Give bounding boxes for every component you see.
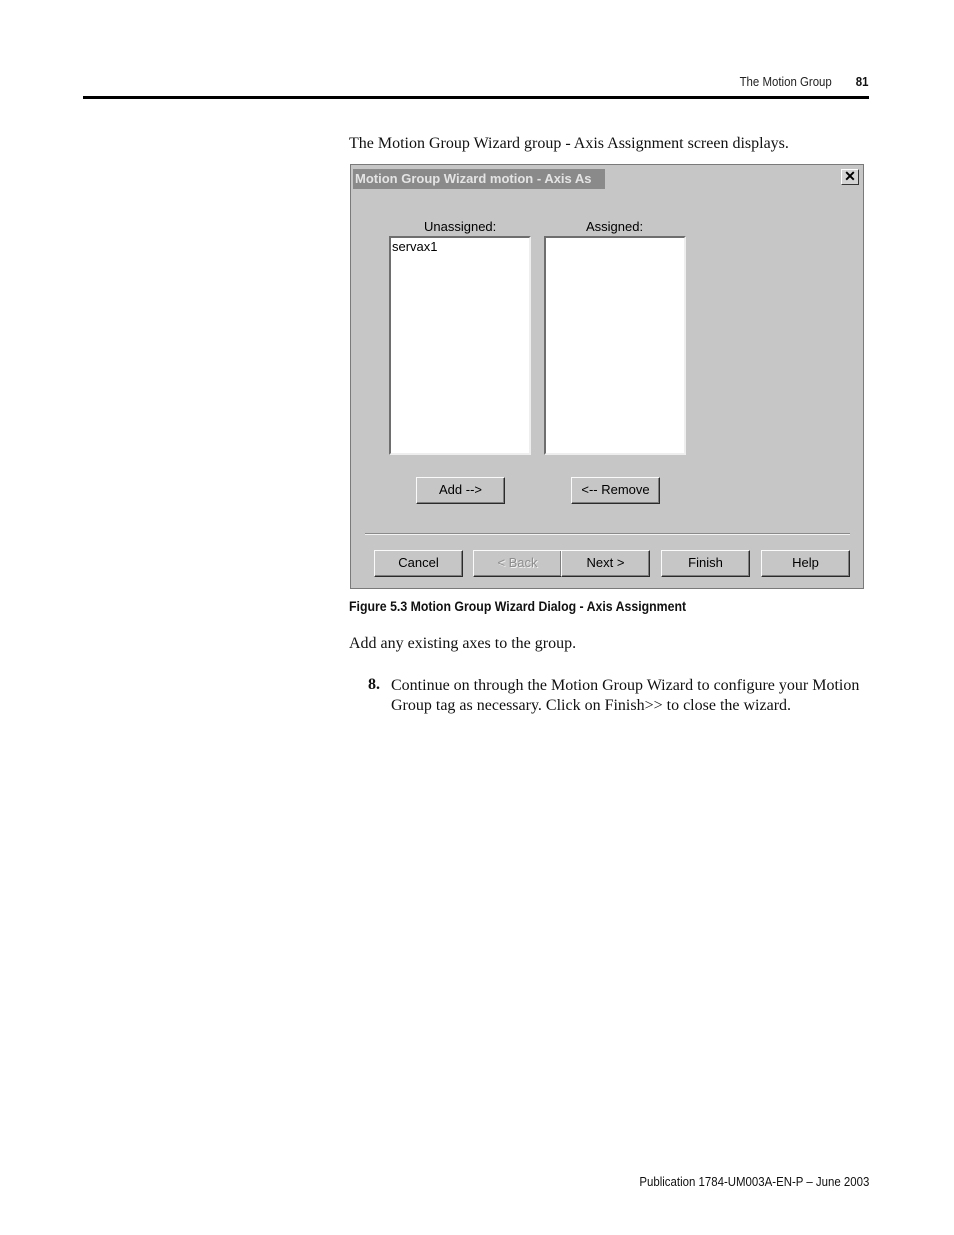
assigned-listbox[interactable]	[544, 236, 686, 455]
add-button[interactable]: Add -->	[416, 477, 505, 504]
page-number: 81	[855, 74, 868, 89]
list-item[interactable]: servax1	[392, 239, 438, 254]
step-text: Continue on through the Motion Group Wizard to configure your Motion Group tag as necessary. Click on Finish>> to close the wizard.	[391, 677, 860, 714]
help-button[interactable]: Help	[761, 550, 850, 577]
button-separator	[365, 533, 850, 535]
cancel-button[interactable]: Cancel	[374, 550, 463, 577]
running-header-section: The Motion Group	[739, 74, 832, 89]
finish-button[interactable]: Finish	[661, 550, 750, 577]
body-paragraph: Add any existing axes to the group.	[349, 635, 577, 652]
back-button[interactable]: < Back	[473, 550, 562, 577]
remove-button[interactable]: <-- Remove	[571, 477, 660, 504]
intro-paragraph: The Motion Group Wizard group - Axis Assignment screen displays.	[349, 135, 789, 152]
assigned-label: Assigned:	[586, 219, 644, 234]
dialog-titlebar[interactable]	[353, 169, 605, 189]
close-icon[interactable]: ✕	[841, 169, 859, 185]
unassigned-listbox[interactable]	[389, 236, 531, 455]
unassigned-label: Unassigned:	[424, 219, 497, 234]
next-button[interactable]: Next >	[561, 550, 650, 577]
axis-assignment-dialog	[350, 164, 864, 589]
header-rule	[83, 96, 869, 99]
dialog-title: Motion Group Wizard motion - Axis As	[355, 171, 592, 186]
step-number: 8.	[368, 676, 380, 693]
figure-caption: Figure 5.3 Motion Group Wizard Dialog - Axis Assignment	[349, 598, 687, 614]
publication-footer: Publication 1784-UM003A-EN-P – June 2003	[638, 1174, 869, 1189]
